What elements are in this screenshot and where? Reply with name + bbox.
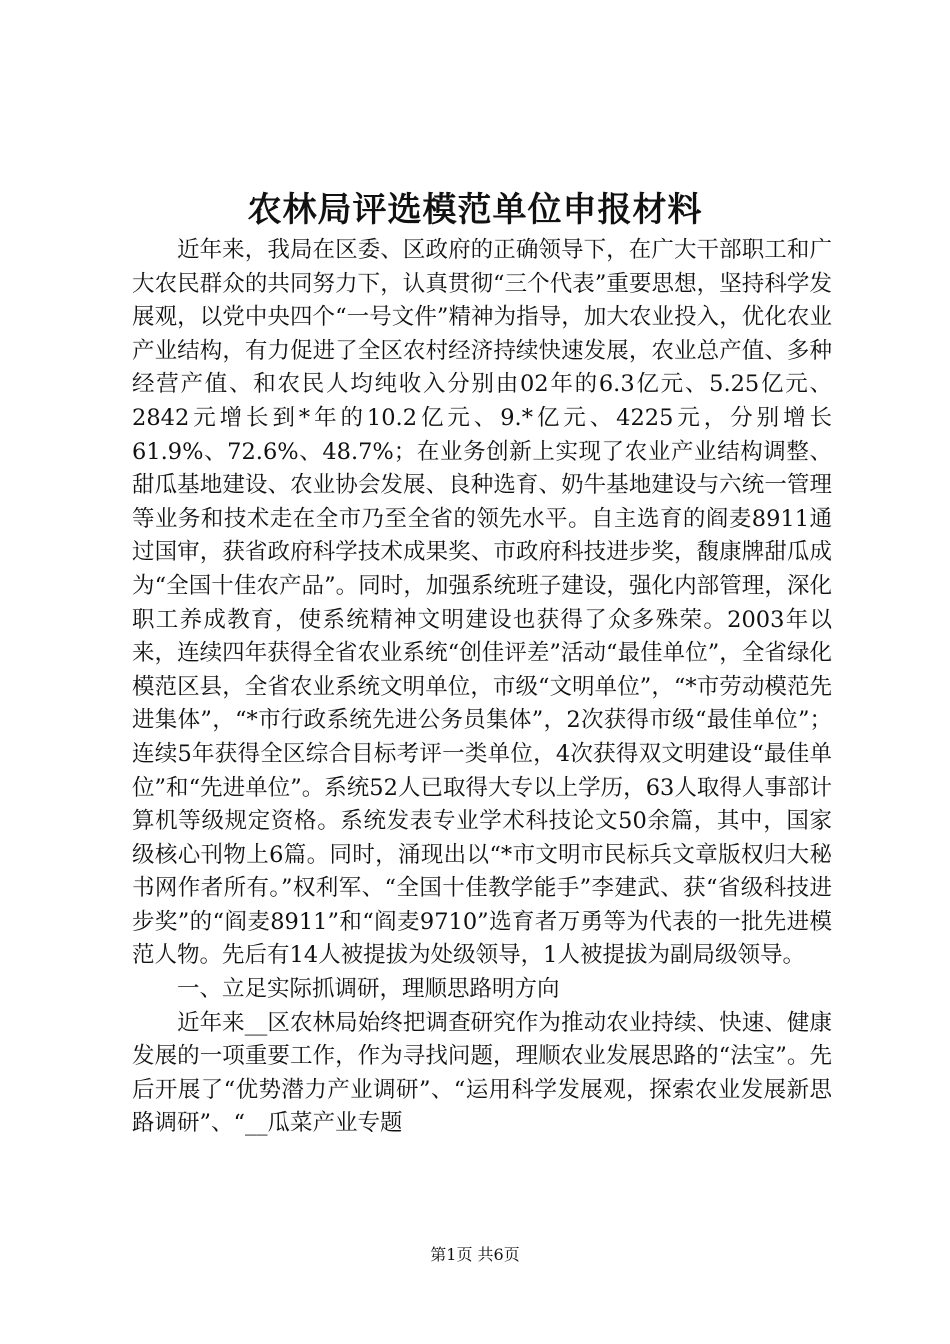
document-body — [132, 234, 832, 1141]
paragraph-research: 近年来__区农林局始终把调查研究作为推动农业持续、快速、健康发展的一项重要工作，作为寻找问题，理顺农业发展思路的“法宝”。先后开展了“优势潜力产业调研”、“运用科学发展观，探索农业发展新思路调研”、“__瓜菜产业专题 — [132, 1009, 832, 1137]
page-footer: 第1页 共6页 — [430, 1245, 520, 1264]
section-heading: 一、立足实际抓调研，理顺思路明方向 — [177, 976, 560, 1003]
document-title: 农林局评选模范单位申报材料 — [247, 190, 703, 230]
paragraph-intro: 近年来，我局在区委、区政府的正确领导下，在广大干部职工和广大农民群众的共同努力下，认真贯彻“三个代表”重要思想，坚持科学发展观，以党中央四个“一号文件”精神为指导，加大农业投入，优化农业产业结构，有力促进了全区农村经济持续快速发展，农业总产值、多种经营产值、和农民人均纯收入分别由02年的6.3亿元、5.25亿元、2842元增长到*年的10.2亿元、9.*亿元、4225元，分别增长61.9%、72.6%、48.7%；在业务创新上实现了农业产业结构调整、甜瓜基地建设、农业协会发展、良种选育、奶牛基地建设与六统一管理等业务和技术走在全市乃至全省的领先水平。自主选育的阎麦8911通过国审，获省政府科学技术成果奖、市政府科技进步奖，馥康牌甜瓜成为“全国十佳农产品”。同时，加强系统班子建设，强化内部管理，深化职工养成教育，使系统精神文明建设也获得了众多殊荣。2003年以来，连续四年获得全省农业系统“创佳评差”活动“最佳单位”，全省绿化模范区县，全省农业系统文明单位，市级“文明单位”，“*市劳动模范先进集体”，“*市行政系统先进公务员集体”，2次获得市级“最佳单位”；连续5年获得全区综合目标考评一类单位，4次获得双文明建设“最佳单位”和“先进单位”。系统52人已取得大专以上学历，63人取得人事部计算机等级规定资格。系统发表专业学术科技论文50余篇，其中，国家级核心刊物上6篇。同时，涌现出以“*市文明市民标兵文章版权归大秘书网作者所有。”权利军、“全国十佳教学能手”李建武、获“省级科技进步奖”的“阎麦8911”和“阎麦9710”选育者万勇等为代表的一批先进模范人物。先后有14人被提拔为处级领导，1人被提拔为副局级领导。 — [132, 237, 832, 969]
